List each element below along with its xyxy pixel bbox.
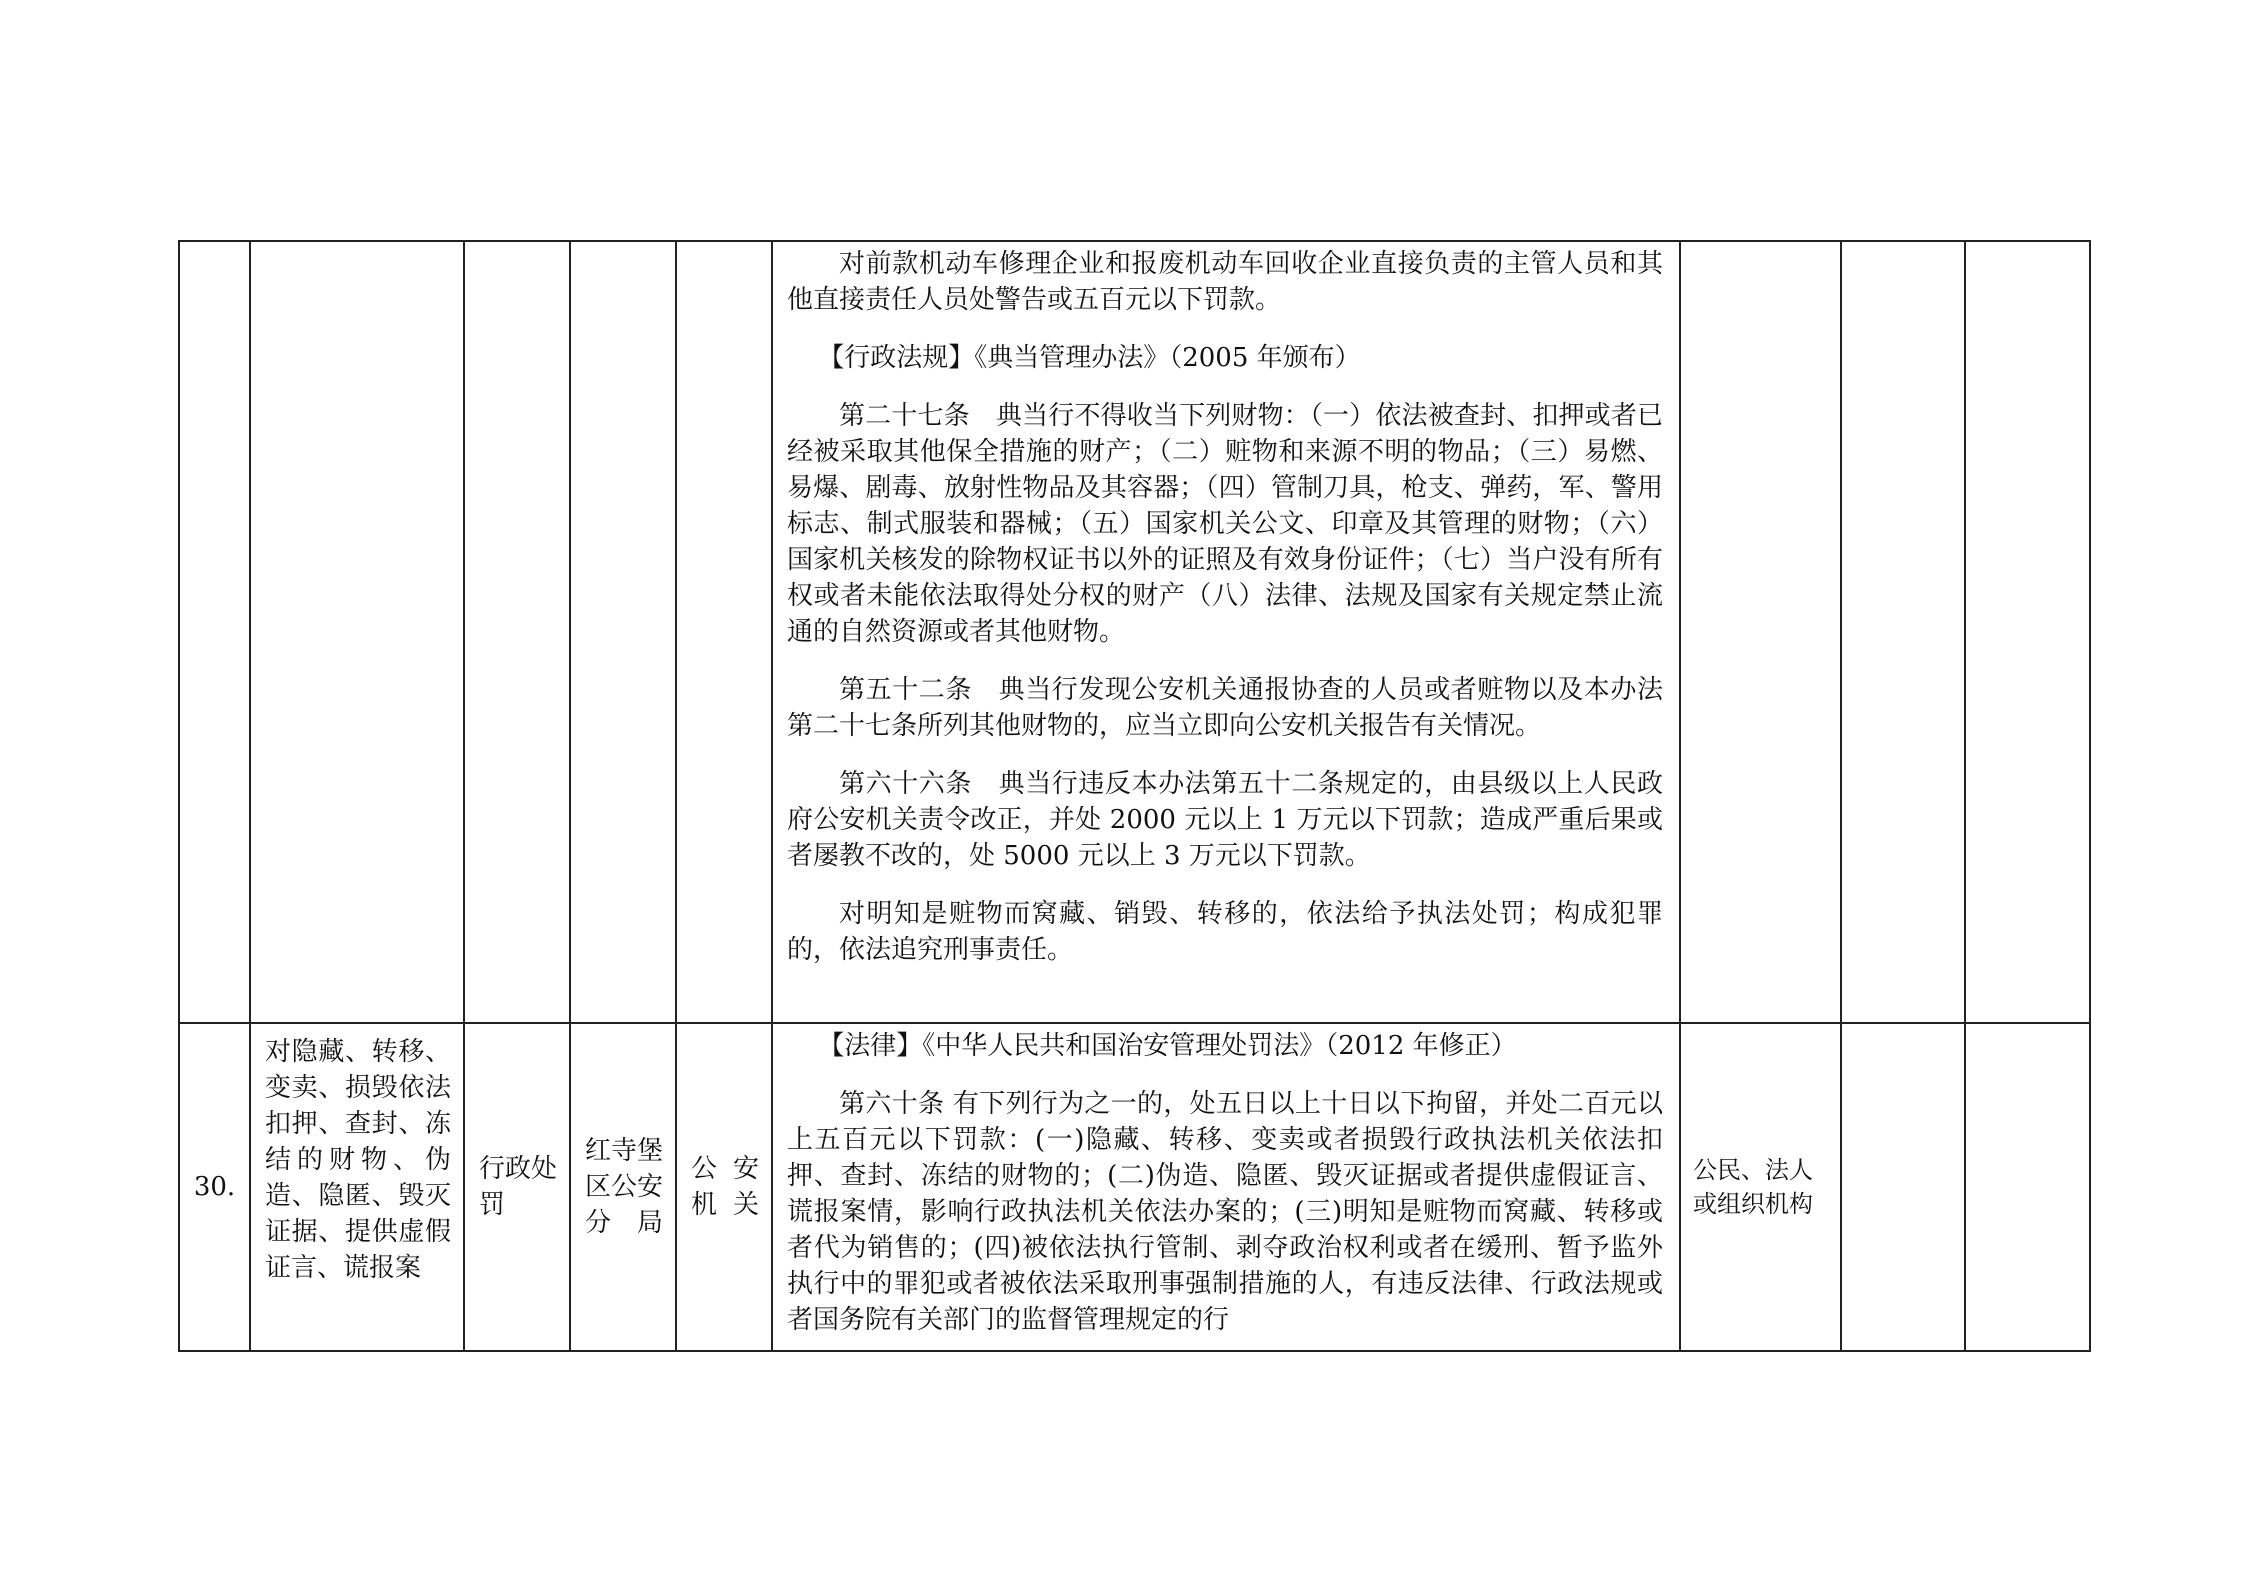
power-item: 对隐藏、转移、变卖、损毁依法扣押、查封、冻结的财物、伪造、隐匿、毁灭证据、提供虚假证言、谎报案: [265, 1037, 451, 1283]
basis-paragraph: 第二十七条 典当行不得收当下列财物：（一）依法被查封、扣押或者已经被采取其他保全措施的财产；（二）赃物和来源不明的物品；（三）易燃、易爆、剧毒、放射性物品及其容器；（四）管制刀具，枪支、弹药，军、警用标志、制式服装和器械；（五）国家机关公文、印章及其管理的财物；（六）国家机关核发的除物权证书以外的证照及有效身份证件；（七）当户没有所有权或者未能依法取得处分权的财产（八）法律、法规及国家有关规定禁止流通的自然资源或者其他财物。: [787, 401, 1663, 647]
basis-paragraph: 第五十二条 典当行发现公安机关通报协查的人员或者赃物以及本办法第二十七条所列其他财物的，应当立即向公安机关报告有关情况。: [787, 675, 1663, 741]
enforcement-agency-cell: [676, 1023, 772, 1351]
basis-paragraph: 对前款机动车修理企业和报废机动车回收企业直接负责的主管人员和其他直接责任人员处警告或五百元以下罚款。: [787, 249, 1663, 315]
implementing-authority-cell: [570, 1023, 676, 1351]
power-category-cell: [464, 1023, 570, 1351]
power-category: [464, 241, 570, 1023]
basis-heading: 【行政法规】《典当管理办法》（2005 年颁布）: [818, 343, 1361, 373]
power-category: 行政处罚: [479, 1154, 558, 1220]
empty-cell: [1965, 241, 2090, 1023]
enforcement-agency: [676, 241, 772, 1023]
power-item: [250, 241, 464, 1023]
empty-cell: [1841, 241, 1965, 1023]
row-number: 30.: [179, 1023, 250, 1351]
basis-paragraph: 对明知是赃物而窝藏、销毁、转移的，依法给予执法处罚；构成犯罪的，依法追究刑事责任。: [787, 899, 1663, 965]
basis-paragraph: 第六十条 有下列行为之一的，处五日以上十日以下拘留，并处二百元以上五百元以下罚款：(一)隐藏、转移、变卖或者损毁行政执法机关依法扣押、查封、冻结的财物的；(二)伪造、隐匿、毁灭证据或者提供虚假证言、谎报案情，影响行政执法机关依法办案的；(三)明知是赃物而窝藏、转移或者代为销售的；(四)被依法执行管制、剥夺政治权利或者在缓刑、暂予监外执行中的罪犯或者被依法采取刑事强制措施的人，有违反法律、行政法规或者国务院有关部门的监督管理规定的行: [787, 1089, 1663, 1335]
target-subject: [1680, 241, 1841, 1023]
target-subject-cell: [1680, 1023, 1841, 1351]
table-row: [179, 1023, 2090, 1351]
implementing-authority: 红寺堡区公安分局: [585, 1136, 664, 1238]
row-number: [179, 241, 250, 1023]
empty-cell: [1841, 1023, 1965, 1351]
legal-basis-cell: [772, 241, 1680, 1023]
legal-basis-cell: [772, 1023, 1680, 1351]
basis-heading: 【法律】《中华人民共和国治安管理处罚法》（2012 年修正）: [818, 1031, 1517, 1061]
power-item-cell: [250, 1023, 464, 1351]
enforcement-agency: 公安机关: [691, 1154, 759, 1220]
implementing-authority: [570, 241, 676, 1023]
empty-cell: [1965, 1023, 2090, 1351]
power-list-table: [178, 240, 2091, 1352]
basis-paragraph: 第六十六条 典当行违反本办法第五十二条规定的，由县级以上人民政府公安机关责令改正，并处 2000 元以上 1 万元以下罚款；造成严重后果或者屡教不改的，处 5000 元以上 3 万元以下罚款。: [787, 769, 1663, 871]
target-subject: 公民、法人或组织机构: [1693, 1156, 1813, 1218]
table-row: [179, 241, 2090, 1023]
